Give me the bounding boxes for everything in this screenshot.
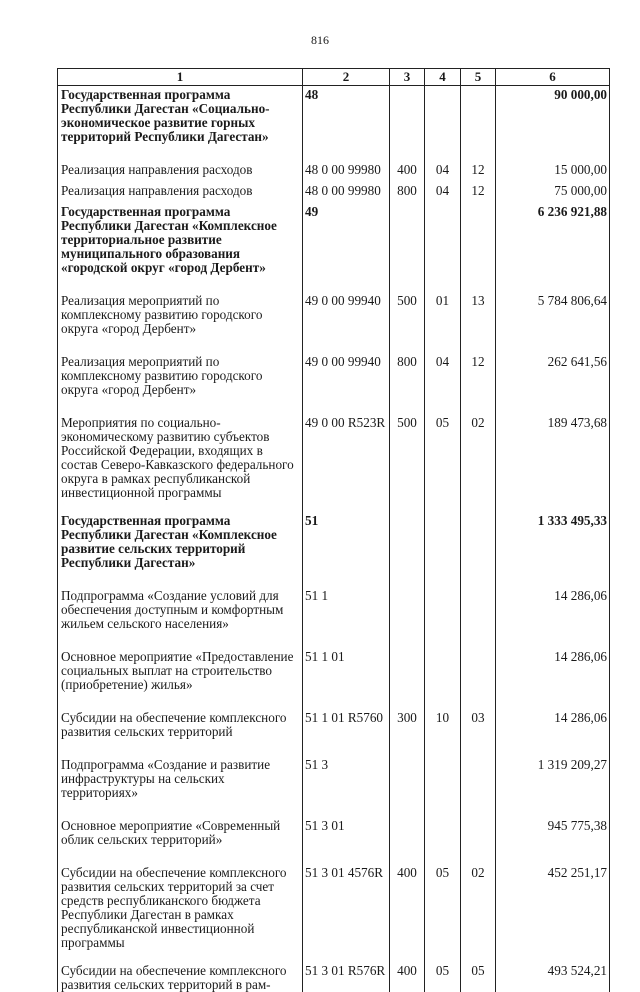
- row-name-cell: Реализация направления расходов: [58, 161, 303, 182]
- row-expense-type-cell: 800: [390, 353, 425, 414]
- column-header-section: 4: [425, 69, 461, 86]
- row-code-cell: 51 1 01 R5760: [303, 709, 390, 756]
- table-row: [58, 648, 610, 709]
- row-subsection-cell: 03: [461, 709, 496, 756]
- row-section-cell: 04: [425, 161, 461, 182]
- row-amount-cell: 189 473,68: [496, 414, 610, 512]
- row-amount-cell: 262 641,56: [496, 353, 610, 414]
- table-row: [58, 756, 610, 817]
- row-subsection-cell: 13: [461, 292, 496, 353]
- row-section-cell: 10: [425, 709, 461, 756]
- table-row: [58, 512, 610, 587]
- page-number: 816: [0, 33, 640, 48]
- row-amount-cell: 452 251,17: [496, 864, 610, 962]
- row-subsection-cell: [461, 512, 496, 587]
- row-amount-cell: 945 775,38: [496, 817, 610, 864]
- row-section-cell: 05: [425, 962, 461, 992]
- row-subsection-cell: [461, 817, 496, 864]
- row-name-cell: Субсидии на обеспечение комплексного развития сельских территорий в рам-: [58, 962, 303, 992]
- row-amount-cell: 14 286,06: [496, 709, 610, 756]
- row-section-cell: [425, 587, 461, 648]
- table-row: [58, 292, 610, 353]
- table-row: [58, 709, 610, 756]
- row-amount-cell: 75 000,00: [496, 182, 610, 203]
- row-expense-type-cell: [390, 648, 425, 709]
- row-subsection-cell: [461, 756, 496, 817]
- row-name-cell: Подпрограмма «Создание условий для обеспечения доступным и комфортным жильем сельского населения»: [58, 587, 303, 648]
- table-header-row: [58, 69, 610, 86]
- table-row: [58, 587, 610, 648]
- table-row: [58, 353, 610, 414]
- row-code-cell: 49: [303, 203, 390, 292]
- row-code-cell: 48 0 00 99980: [303, 182, 390, 203]
- row-subsection-cell: [461, 587, 496, 648]
- row-section-cell: [425, 203, 461, 292]
- row-expense-type-cell: 400: [390, 962, 425, 992]
- row-amount-cell: 1 333 495,33: [496, 512, 610, 587]
- table-row: [58, 414, 610, 512]
- row-subsection-cell: 12: [461, 161, 496, 182]
- row-section-cell: [425, 817, 461, 864]
- row-subsection-cell: 05: [461, 962, 496, 992]
- row-expense-type-cell: 500: [390, 414, 425, 512]
- column-header-name: 1: [58, 69, 303, 86]
- row-expense-type-cell: [390, 86, 425, 162]
- row-subsection-cell: 12: [461, 182, 496, 203]
- row-expense-type-cell: [390, 203, 425, 292]
- row-subsection-cell: 12: [461, 353, 496, 414]
- table-row: [58, 962, 610, 992]
- row-name-cell: Реализация мероприятий по комплексному развитию городского округа «город Дербент»: [58, 292, 303, 353]
- row-code-cell: 51 1 01: [303, 648, 390, 709]
- row-name-cell: Субсидии на обеспечение комплексного развития сельских территорий за счет средств республиканского бюджета Республики Дагестан в рамках республиканской инвестиционной программы: [58, 864, 303, 962]
- column-header-type: 3: [390, 69, 425, 86]
- row-name-cell: Государственная программа Республики Дагестан «Комплексное территориальное развитие муниципального образования «городской округ «город Дербент»: [58, 203, 303, 292]
- row-name-cell: Субсидии на обеспечение комплексного развития сельских территорий: [58, 709, 303, 756]
- row-code-cell: 51 1: [303, 587, 390, 648]
- row-amount-cell: 1 319 209,27: [496, 756, 610, 817]
- table-header: [58, 69, 610, 86]
- row-amount-cell: 5 784 806,64: [496, 292, 610, 353]
- row-code-cell: 51 3 01 R576R: [303, 962, 390, 992]
- row-name-cell: Государственная программа Республики Дагестан «Социально-экономическое развитие горных территорий Республики Дагестан»: [58, 86, 303, 162]
- row-code-cell: 49 0 00 99940: [303, 292, 390, 353]
- row-section-cell: [425, 756, 461, 817]
- row-amount-cell: 14 286,06: [496, 587, 610, 648]
- row-expense-type-cell: 400: [390, 864, 425, 962]
- row-code-cell: 51 3: [303, 756, 390, 817]
- column-header-subsection: 5: [461, 69, 496, 86]
- budget-table: [57, 68, 610, 992]
- table-body: [58, 86, 610, 992]
- row-expense-type-cell: 500: [390, 292, 425, 353]
- row-name-cell: Основное мероприятие «Предоставление социальных выплат на строительство (приобретение) жилья»: [58, 648, 303, 709]
- row-amount-cell: 14 286,06: [496, 648, 610, 709]
- row-name-cell: Основное мероприятие «Современный облик сельских территорий»: [58, 817, 303, 864]
- row-section-cell: [425, 86, 461, 162]
- table-row: [58, 864, 610, 962]
- row-name-cell: Реализация направления расходов: [58, 182, 303, 203]
- row-code-cell: 51 3 01: [303, 817, 390, 864]
- row-expense-type-cell: [390, 512, 425, 587]
- table-row: [58, 817, 610, 864]
- row-name-cell: Государственная программа Республики Дагестан «Комплексное развитие сельских территорий Республики Дагестан»: [58, 512, 303, 587]
- row-subsection-cell: 02: [461, 864, 496, 962]
- table-row: [58, 203, 610, 292]
- row-amount-cell: 493 524,21: [496, 962, 610, 992]
- row-code-cell: 51: [303, 512, 390, 587]
- row-code-cell: 51 3 01 4576R: [303, 864, 390, 962]
- row-code-cell: 48 0 00 99980: [303, 161, 390, 182]
- row-amount-cell: 6 236 921,88: [496, 203, 610, 292]
- row-code-cell: 49 0 00 99940: [303, 353, 390, 414]
- row-section-cell: 01: [425, 292, 461, 353]
- row-subsection-cell: [461, 203, 496, 292]
- row-section-cell: [425, 512, 461, 587]
- table-row: [58, 182, 610, 203]
- row-expense-type-cell: [390, 817, 425, 864]
- row-section-cell: 04: [425, 353, 461, 414]
- row-code-cell: 48: [303, 86, 390, 162]
- row-expense-type-cell: 300: [390, 709, 425, 756]
- row-subsection-cell: [461, 648, 496, 709]
- column-header-amount: 6: [496, 69, 610, 86]
- row-amount-cell: 15 000,00: [496, 161, 610, 182]
- row-section-cell: 05: [425, 864, 461, 962]
- row-name-cell: Реализация мероприятий по комплексному развитию городского округа «город Дербент»: [58, 353, 303, 414]
- row-subsection-cell: [461, 86, 496, 162]
- row-expense-type-cell: [390, 587, 425, 648]
- table-row: [58, 86, 610, 162]
- row-expense-type-cell: 800: [390, 182, 425, 203]
- row-code-cell: 49 0 00 R523R: [303, 414, 390, 512]
- row-subsection-cell: 02: [461, 414, 496, 512]
- row-section-cell: [425, 648, 461, 709]
- row-name-cell: Мероприятия по социально-экономическому развитию субъектов Российской Федерации, входящих в состав Северо-Кавказского федерального округа в рамках республиканской инвестиционной программы: [58, 414, 303, 512]
- row-expense-type-cell: [390, 756, 425, 817]
- row-expense-type-cell: 400: [390, 161, 425, 182]
- row-section-cell: 04: [425, 182, 461, 203]
- row-name-cell: Подпрограмма «Создание и развитие инфраструктуры на сельских территориях»: [58, 756, 303, 817]
- row-section-cell: 05: [425, 414, 461, 512]
- column-header-code: 2: [303, 69, 390, 86]
- table-row: [58, 161, 610, 182]
- row-amount-cell: 90 000,00: [496, 86, 610, 162]
